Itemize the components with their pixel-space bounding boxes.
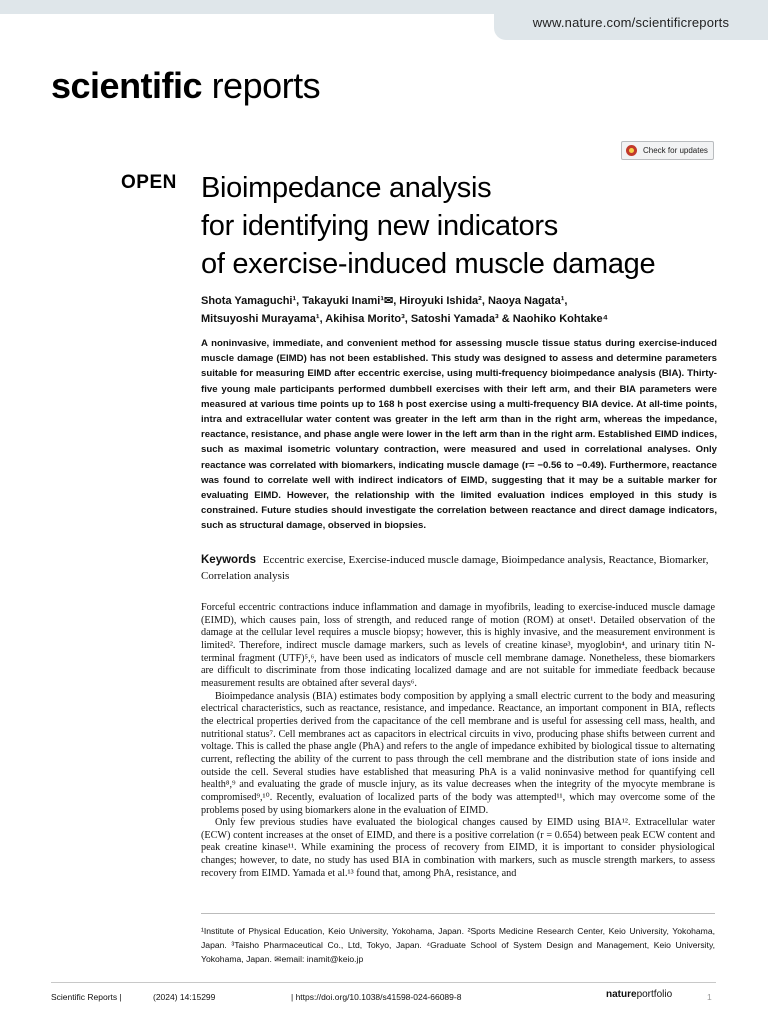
journal-masthead (51, 66, 320, 106)
doi-link[interactable]: | https://doi.org/10.1038/s41598-024-66089-8 (291, 992, 462, 1002)
title-line: of exercise-induced muscle damage (201, 248, 656, 280)
crossmark-icon (626, 145, 637, 156)
author-list (201, 292, 721, 328)
body-paragraph: Bioimpedance analysis (BIA) estimates body composition by applying a small electric current to the body and measuring electrical characteristics, such as reactance, resistance, and impedance. Reactance, an important component in BIA, reflects the electrical properties derived from the capacitance of the cell membrane and is useful for assessing cell mass, health, and nutritional status⁷. Cell membranes act as capacitors in electrical circuits in vivo, producing phase shifts between current and voltage. This is called the phase angle (PhA) and refers to the angle of impedance exhibited by biological tissue to alternating current, reflecting the ability of the current to pass through the cell membrane and the distribution state of ions inside and outside the cell. Several studies have established that measuring PhA is a valid noninvasive method for quantifying cell health⁸,⁹ and evaluating the grade of muscle injury, as its value decreases when the integrity of the myocyte membrane is compromised⁹,¹⁰. Recently, evaluation of localized parts of the body was attempted¹¹, which may overcome some of the problems posed by using biomarkers alone in the evaluation of EIMD. (201, 690, 715, 816)
body-paragraph: Only few previous studies have evaluated the biological changes caused by EIMD using BIA¹². Extracellular water (ECW) content increases at the onset of EIMD, and there is a positive correlation (r = 0.654) between peak ECW content and peak creatine kinase¹¹. While examining the process of recovery from EIMD, it is important to consider physiological changes; however, to date, no study has used BIA in combination with markers, such as muscle strength markers, to assess recovery from EIMD. Yamada et al.¹³ found that, among PhA, resistance, and (201, 817, 715, 879)
check-updates-label: Check for updates (643, 146, 708, 155)
authors-line: Mitsuyoshi Murayama¹, Akihisa Morito³, Satoshi Yamada³ & Naohiko Kohtake⁴ (201, 313, 609, 325)
check-for-updates-button[interactable] (621, 141, 714, 160)
authors-line: Shota Yamaguchi¹, Takayuki Inami¹✉, Hiroyuki Ishida², Naoya Nagata¹, (201, 295, 568, 307)
open-access-label: OPEN (121, 172, 177, 193)
page-number: 1 (707, 992, 712, 1002)
body-paragraph: Forceful eccentric contractions induce inflammation and damage in myofibrils, leading to exercise-induced muscle damage (EIMD), which causes pain, loss of strength, and reduced range of motion (ROM) at onset¹. Detailed observation of the damage at the cellular level requires a muscle biopsy; however, this is highly invasive, and the measurement environment is limited². Therefore, indirect muscle damage markers, such as levels of creatine kinase³, myoglobin⁴, and urinary titin N-terminal fragment (UTF)⁵,⁶, have been used as indicators of muscle cell membrane damage. Nonetheless, these biomarkers are difficult to discriminate from those indicating localized damage and are not suitable for immediate feedback because measurement results are obtained after several days⁶. (201, 602, 715, 689)
masthead-rest: reports (202, 65, 321, 106)
affiliations: ¹Institute of Physical Education, Keio University, Yokohama, Japan. ²Sports Medicine Research Center, Keio University, Yokohama, Japan. ³Taisho Pharmaceutical Co., Ltd, Tokyo, Japan. ⁴Graduate School of System Design and Management, Keio University, Yokohama, Japan. ✉email: inamit@keio.jp (201, 926, 715, 964)
article-title (201, 169, 741, 283)
keywords-block (201, 552, 717, 584)
footer-volume: (2024) 14:15299 (153, 992, 216, 1002)
title-line: Bioimpedance analysis (201, 172, 492, 204)
title-line: for identifying new indicators (201, 210, 558, 242)
publisher-logo (606, 989, 672, 1000)
divider (51, 982, 716, 983)
keywords-label: Keywords (201, 554, 256, 566)
brand-bold: nature (606, 989, 637, 1000)
abstract: A noninvasive, immediate, and convenient method for assessing muscle tissue status during exercise-induced muscle damage (EIMD) has not been established. This study was designed to assess and determine parameters suitable for measuring EIMD after eccentric exercise, using multi-frequency bioimpedance analysis (BIA). Thirty-five young male participants performed dumbbell exercises with their left arm, and their BIA parameters were measured at various time points up to 168 h post exercise using a multi-frequency BIA device. At all-time points, intra and extracellular water content was greater in the left arm than in the right arm, whereas the impedance, reactance, resistance, and phase angle were lower in the left arm than in the right arm. Established EIMD indices, such as maximal isometric voluntary contraction, were measured and used in correlational analyses. Only reactance was correlated with biomarkers, indicating muscle damage (r= −0.56 to −0.49). Furthermore, reactance was found to correlate well with indirect indicators of EIMD, suggesting that it may be a suitable marker for evaluating EIMD. However, the relationship with the limited evaluation indices employed in this study is constrained. Future studies should investigate the correlation between reactance and direct damage indicators, such as structural damage, observed in biopsies. (201, 338, 717, 532)
divider (201, 913, 715, 914)
masthead-bold: scientific (51, 65, 203, 106)
footer-journal: Scientific Reports | (51, 992, 122, 1002)
body-text (201, 602, 715, 880)
brand-rest: portfolio (636, 989, 673, 1000)
keywords-list: Eccentric exercise, Exercise-induced muscle damage, Bioimpedance analysis, Reactance, Biomarker, Correlation analysis (201, 554, 709, 582)
page-footer (51, 989, 716, 1005)
journal-url-link[interactable]: www.nature.com/scientificreports (494, 4, 768, 40)
